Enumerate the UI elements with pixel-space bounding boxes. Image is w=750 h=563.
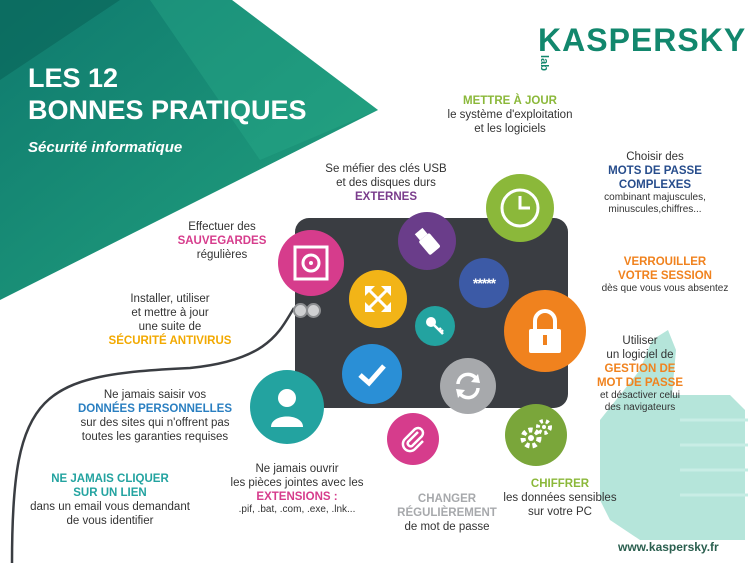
tip-attachments	[212, 462, 382, 516]
tip-personal	[55, 388, 255, 444]
clock-icon	[486, 174, 554, 242]
tip-manager-line-3: et désactiver celui	[599, 390, 681, 401]
tip-password	[580, 150, 730, 216]
tip-attachments-line-3: .pif, .bat, .com, .exe, .lnk...	[238, 504, 356, 515]
tip-change-line-1: de mot de passe	[404, 521, 490, 533]
key-icon	[415, 306, 455, 346]
tip-backup-line-1: Effectuer des	[188, 221, 256, 233]
tip-password-highlight-2: COMPLEXES	[618, 179, 692, 191]
refresh-icon	[440, 358, 496, 414]
tablet-button	[306, 303, 321, 318]
tip-password-line-2: combinant majuscules,	[604, 192, 706, 203]
tip-update	[430, 94, 590, 136]
tip-password-line-1: Choisir des	[626, 151, 684, 163]
tip-change	[392, 492, 502, 534]
tip-antivirus	[100, 292, 240, 348]
tip-update-line-2: et les logiciels	[474, 123, 546, 135]
tip-link-line-1: dans un email vous demandant	[30, 501, 190, 513]
tip-link-highlight-2: SUR UN LIEN	[73, 487, 147, 499]
page-title	[28, 62, 307, 126]
tip-password-line-3: minuscules,chiffres...	[608, 204, 702, 215]
tip-link-highlight-1: NE JAMAIS CLIQUER	[51, 473, 169, 485]
page-subtitle: Sécurité informatique	[28, 139, 183, 156]
safe-icon	[278, 230, 344, 296]
tip-update-highlight: METTRE À JOUR	[463, 95, 557, 107]
tip-encrypt-highlight: CHIFFRER	[530, 478, 590, 490]
kaspersky-logo	[538, 22, 750, 77]
fullscreen-icon	[349, 270, 407, 328]
tip-manager	[580, 334, 700, 414]
tip-personal-line-2: sur des sites qui n'offrent pas	[80, 417, 230, 429]
tip-encrypt-line-1: les données sensibles	[503, 492, 617, 504]
tip-manager-line-4: des navigateurs	[604, 402, 676, 413]
tip-backup-line-2: régulières	[196, 249, 248, 261]
title-line-1: LES 12	[28, 63, 119, 93]
tip-change-highlight-1: CHANGER	[417, 493, 477, 505]
tip-usb-line-1: Se méfier des clés USB	[325, 163, 447, 175]
tip-antivirus-line-3: une suite de	[138, 321, 202, 333]
tip-manager-highlight-1: GESTION DE	[604, 363, 676, 375]
tip-usb-highlight: EXTERNES	[355, 191, 417, 203]
tip-antivirus-highlight: SÉCURITÉ ANTIVIRUS	[108, 335, 232, 347]
tip-backup-highlight: SAUVEGARDES	[177, 235, 267, 247]
checkmark-icon	[342, 344, 402, 404]
tip-encrypt-line-2: sur votre PC	[528, 506, 592, 518]
tip-manager-line-2: un logiciel de	[606, 349, 674, 361]
tip-backup	[172, 220, 272, 262]
tip-encrypt	[500, 477, 620, 519]
tip-manager-highlight-2: MOT DE PASSE	[596, 377, 684, 389]
tip-update-line-1: le système d'exploitation	[447, 109, 573, 121]
password-dots-icon	[459, 258, 509, 308]
tip-personal-line-3: toutes les garanties requises	[81, 431, 229, 443]
logo-text: KASPERSKY	[538, 22, 747, 58]
user-icon	[250, 370, 324, 444]
tip-change-highlight-2: RÉGULIÈREMENT	[397, 507, 497, 519]
tip-personal-line-1: Ne jamais saisir vos	[103, 389, 207, 401]
tip-lock-line-1: dès que vous vous absentez	[601, 283, 729, 294]
usb-icon	[398, 212, 456, 270]
tip-link-line-2: de vous identifier	[66, 515, 154, 527]
tip-antivirus-line-1: Installer, utiliser	[130, 293, 210, 305]
padlock-icon	[504, 290, 586, 372]
tip-lock	[590, 255, 740, 295]
tip-attachments-line-1: Ne jamais ouvrir	[255, 463, 339, 475]
paperclip-icon	[387, 413, 439, 465]
tip-attachments-highlight: EXTENSIONS :	[256, 491, 338, 503]
password-dots: *****	[472, 275, 496, 291]
tip-link	[20, 472, 200, 528]
tip-lock-highlight-1: VERROUILLER	[623, 256, 707, 268]
tip-usb	[306, 162, 466, 204]
tip-usb-line-2: et des disques durs	[336, 177, 436, 189]
tip-personal-highlight: DONNÉES PERSONNELLES	[78, 403, 232, 415]
tip-antivirus-line-2: et mettre à jour	[131, 307, 209, 319]
tip-lock-highlight-2: VOTRE SESSION	[618, 270, 712, 282]
tip-password-highlight-1: MOTS DE PASSE	[608, 165, 702, 177]
website-link[interactable]: www.kaspersky.fr	[618, 540, 719, 554]
tip-manager-line-1: Utiliser	[622, 335, 658, 347]
tip-attachments-line-2: les pièces jointes avec les	[230, 477, 364, 489]
title-line-2: BONNES PRATIQUES	[28, 95, 307, 125]
logo-suffix: lab	[537, 55, 550, 71]
gears-icon	[505, 404, 567, 466]
